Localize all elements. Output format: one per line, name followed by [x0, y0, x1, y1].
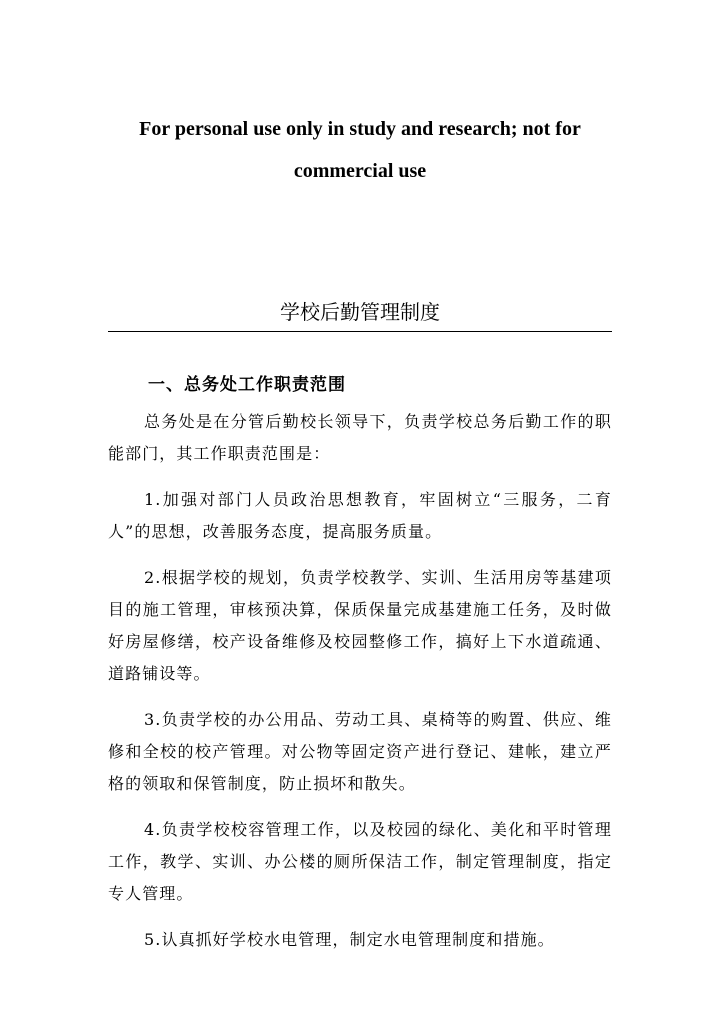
disclaimer-heading — [0, 108, 720, 192]
disclaimer-line-1: For personal use only in study and research; not for — [139, 118, 581, 140]
paragraph-intro: 总务处是在分管后勤校长领导下，负责学校总务后勤工作的职能部门，其工作职责范围是： — [108, 412, 612, 463]
paragraph-item-3: 3.负责学校的办公用品、劳动工具、桌椅等的购置、供应、维修和全校的校产管理。对公物等固定资产进行登记、建帐，建立严格的领取和保管制度，防止损坏和散失。 — [108, 710, 612, 793]
paragraph-item-5: 5.认真抓好学校水电管理，制定水电管理制度和措施。 — [144, 930, 555, 949]
paragraph-item-4: 4.负责学校校容管理工作，以及校园的绿化、美化和平时管理工作，教学、实训、办公楼的厕所保洁工作，制定管理制度，指定专人管理。 — [108, 820, 612, 903]
document-body — [108, 368, 612, 970]
title-underline-divider — [108, 331, 612, 332]
disclaimer-line-2: commercial use — [293, 160, 427, 182]
paragraph-item-1: 1.加强对部门人员政治思想教育，牢固树立“三服务，二育人”的思想，改善服务态度，提高服务质量。 — [108, 490, 612, 541]
paragraph-item-2: 2.根据学校的规划，负责学校教学、实训、生活用房等基建项目的施工管理，审核预决算，保质保量完成基建施工任务，及时做好房屋修缮，校产设备维修及校园整修工作，搞好上下水道疏通、道路铺设等。 — [108, 568, 612, 683]
document-title: 学校后勤管理制度 — [280, 300, 440, 324]
section-heading: 一、总务处工作职责范围 — [148, 375, 346, 395]
